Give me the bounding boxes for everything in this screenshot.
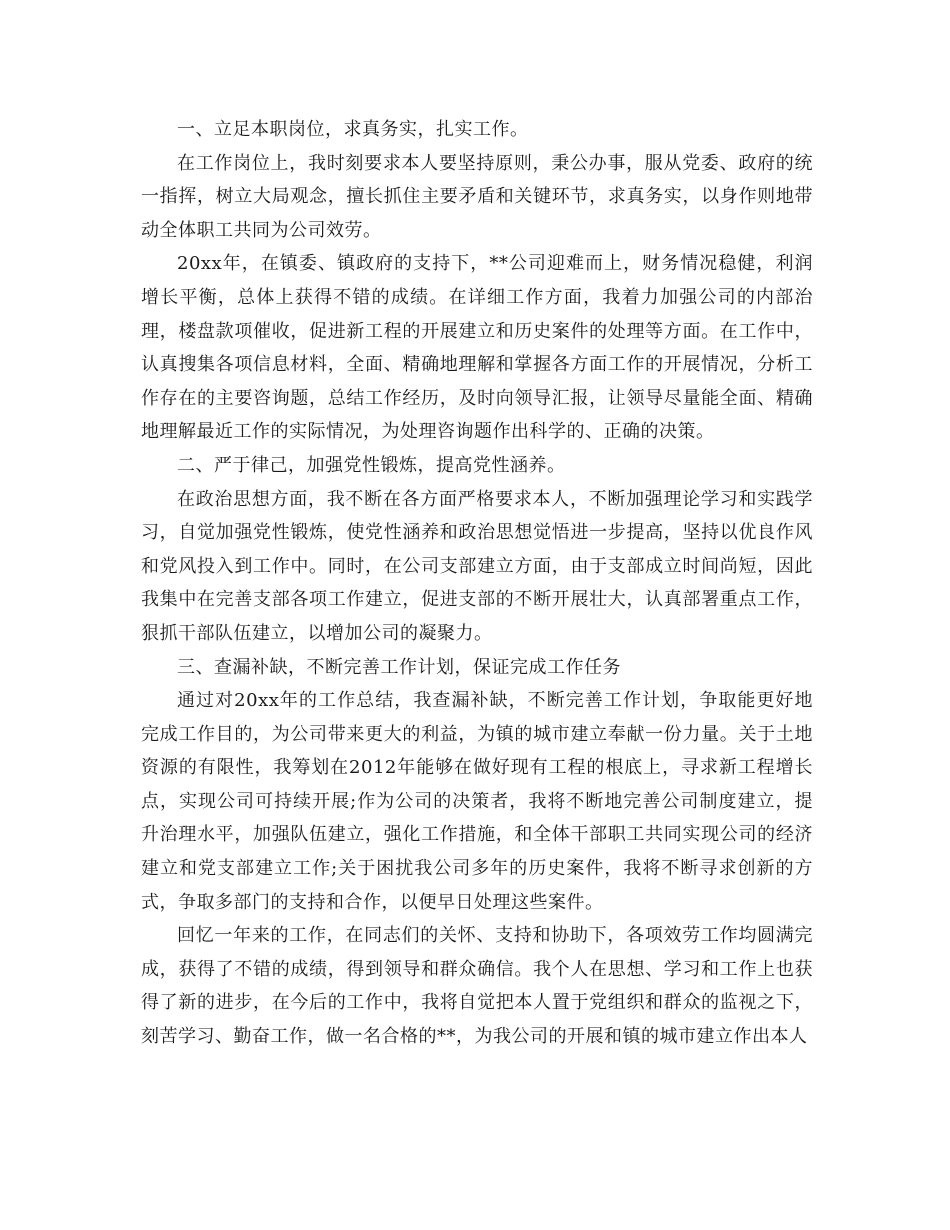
body-paragraph-2: 20xx年，在镇委、镇政府的支持下，**公司迎难而上，财务情况稳健，利润增长平衡，总体上获得不错的成绩。在详细工作方面，我着力加强公司的内部治理，楼盘款项催收，促进新工程的开展建立和历史案件的处理等方面。在工作中，认真搜集各项信息材料，全面、精确地理解和掌握各方面工作的开展情况，分析工作存在的主要咨询题，总结工作经历，及时向领导汇报，让领导尽量能全面、精确地理解最近工作的实际情况，为处理咨询题作出科学的、正确的决策。 [141, 253, 813, 443]
body-paragraph-1: 在工作岗位上，我时刻要求本人要坚持原则，秉公办事，服从党委、政府的统一指挥，树立大局观念，擅长抓住主要矛盾和关键环节，求真务实，以身作则地带动全体职工共同为公司效劳。 [141, 152, 813, 241]
section-heading-2: 二、严于律己，加强党性锻炼，提高党性涵养。 [177, 454, 566, 476]
body-paragraph-4: 通过对20xx年的工作总结，我查漏补缺，不断完善工作计划，争取能更好地完成工作目的，为公司带来更大的利益，为镇的城市建立奉献一份力量。关于土地资源的有限性，我筹划在2012年能够在做好现有工程的根底上，寻求新工程增长点，实现公司可持续开展;作为公司的决策者，我将不断地完善公司制度建立，提升治理水平，加强队伍建立，强化工作措施，和全体干部职工共同实现公司的经济建立和党支部建立工作;关于困扰我公司多年的历史案件，我将不断寻求创新的方式，争取多部门的支持和合作，以便早日处理这些案件。 [141, 690, 813, 913]
section-heading-1: 一、立足本职岗位，求真务实，扎实工作。 [177, 119, 529, 140]
body-paragraph-3: 在政治思想方面，我不断在各方面严格要求本人，不断加强理论学习和实践学习，自觉加强党性锻炼，使党性涵养和政治思想觉悟进一步提高，坚持以优良作风和党风投入到工作中。同时，在公司支部建立方面，由于支部成立时间尚短，因此我集中在完善支部各项工作建立，促进支部的不断开展壮大，认真部署重点工作，狠抓干部队伍建立，以增加公司的凝聚力。 [141, 488, 813, 644]
body-paragraph-5: 回忆一年来的工作，在同志们的关怀、支持和协助下，各项效劳工作均圆满完成，获得了不错的成绩，得到领导和群众确信。我个人在思想、学习和工作上也获得了新的进步，在今后的工作中，我将自觉把本人置于党组织和群众的监视之下，刻苦学习、勤奋工作，做一名合格的**，为我公司的开展和镇的城市建立作出本人 [141, 925, 813, 1048]
section-heading-3: 三、查漏补缺，不断完善工作计划，保证完成工作任务 [177, 656, 621, 678]
document-body [141, 113, 813, 1054]
